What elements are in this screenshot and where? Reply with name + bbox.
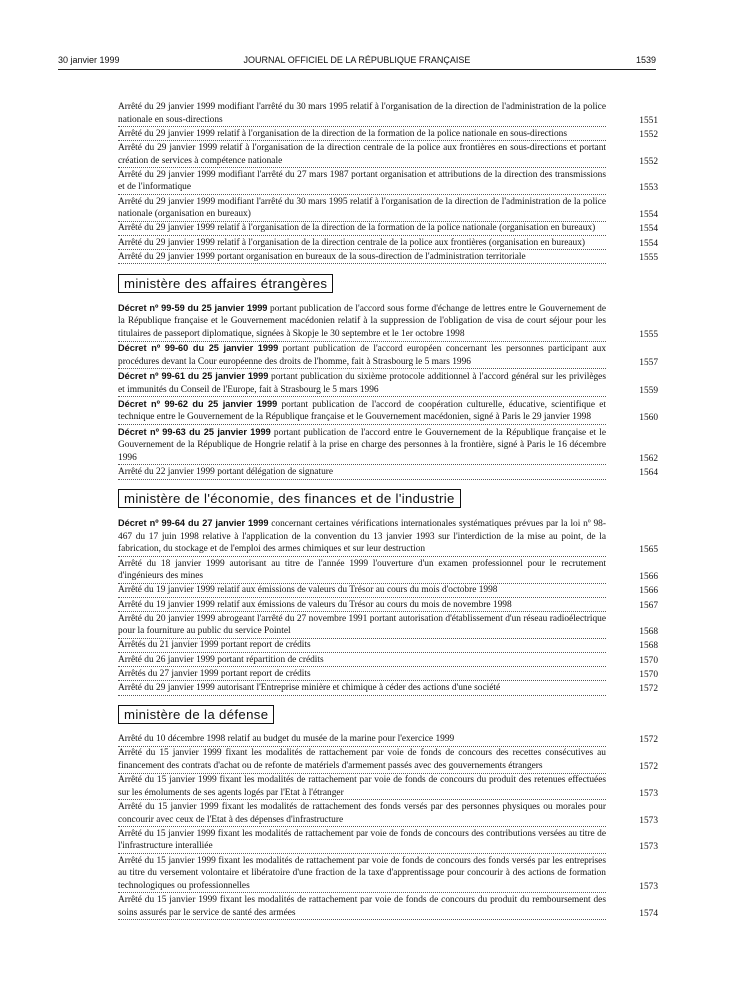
entry-title: portant publication de l'accord sous forme d'échange de lettres entre le Gouvernement de la République française et le Gouvernement macédonien relatif à la suppression de l'obligation de visa de court séjour pour les titulaires de passeport diplomatique, signées à Skopje le 30 septembre et le 1er octobre 1998 [118,303,607,340]
entry-title: Arrêté du 10 décembre 1998 relatif au budget du musée de la marine pour l'exercice 1999 [118,734,455,745]
toc-entry[interactable] [118,599,658,613]
toc-entry-text [118,517,658,557]
dot-leader [118,919,606,920]
entry-title: portant publication de l'accord entre le Gouvernement de la République française et le Gouvernement de la République de Hongrie relatif à la prise en charge des personnes à la frontière, signé à Paris le 16 décembre 1996 [118,427,607,463]
toc-entry[interactable] [118,222,658,236]
entry-page-number: 1570 [639,655,658,666]
entry-title: Arrêtés du 21 janvier 1999 portant report de crédits [118,640,311,651]
toc-entry[interactable] [118,251,658,265]
toc-entry[interactable] [118,558,658,584]
toc-entry[interactable] [118,855,658,894]
toc-entry-text [118,169,658,195]
entry-page-number: 1568 [639,641,658,652]
entry-title: Arrêté du 22 janvier 1999 portant délégation de signature [118,466,334,477]
entry-page-number: 1552 [639,129,658,140]
toc-entry-text [118,855,658,894]
toc-entry-text [118,251,658,265]
page-header [58,55,656,69]
toc-entry[interactable] [118,426,658,466]
header-rule [58,69,656,70]
entry-page-number: 1551 [639,115,658,126]
toc-entry[interactable] [118,584,658,598]
entry-page-number: 1554 [639,210,658,221]
entry-page-number: 1573 [639,788,658,799]
toc-entry[interactable] [118,169,658,195]
toc-entry-text [118,828,658,854]
toc-entry[interactable] [118,342,658,369]
entry-title: Arrêté du 29 janvier 1999 autorisant l'Entreprise minière et chimique à céder des actions d'une société [118,683,501,694]
entry-page-number: 1566 [639,572,658,583]
entry-page-number: 1554 [639,224,658,235]
toc-entry-text [118,639,658,653]
entry-title: Arrêtés du 27 janvier 1999 portant report de crédits [118,668,311,679]
entry-title: Arrêté du 15 janvier 1999 fixant les modalités de rattachement par voie de fonds de concours des fonds versés par les entreprises au titre du versement volontaire et libératoire d'une fraction de la taxe d'apprentissage pour concourir à des actions de formation technologiques ou professionnelles [118,855,606,891]
toc-entry-text [118,613,658,639]
entry-page-number: 1560 [639,413,658,424]
entry-title: portant publication de l'accord de coopération culturelle, éducative, scientifique et technique entre le Gouvernement de la République française et le Gouvernement macédonien, signé à Paris le 29 janvier 1998 [118,399,606,423]
entry-page-number: 1559 [639,385,658,396]
entry-title: portant publication de l'accord européen concernant les personnes participant aux procédures devant la Cour européenne des droits de l'homme, fait à Strasbourg le 5 mars 1996 [118,344,607,367]
toc-entry[interactable] [118,101,658,127]
entry-title: Arrêté du 29 janvier 1999 modifiant l'arrêté du 27 mars 1987 portant organisation et attributions de la direction des transmissions et de l'informatique [118,169,606,193]
entry-page-number: 1564 [639,467,658,478]
entry-page-number: 1555 [639,330,658,341]
decree-reference: Décret nº 99-64 du 27 janvier 1999 [118,518,269,529]
toc-entry-text [118,466,658,480]
entry-title: Arrêté du 29 janvier 1999 relatif à l'organisation de la direction centrale de la police aux frontières (organisation en bureaux) [118,237,586,248]
toc-entry-text [118,302,658,342]
toc-entry[interactable] [118,828,658,854]
entry-title: Arrêté du 20 janvier 1999 abrogeant l'arrêté du 27 novembre 1991 portant autorisation d'établissement d'un réseau radioélectrique pour la fourniture au public du service Pointel [118,613,606,637]
toc-entry-text [118,733,658,747]
entry-title: Arrêté du 26 janvier 1999 portant répartition de crédits [118,654,324,665]
entry-page-number: 1565 [639,545,658,556]
toc-entry-text [118,128,658,142]
toc-entry[interactable] [118,654,658,668]
toc-entry-text [118,774,658,800]
entry-title: Arrêté du 19 janvier 1999 relatif aux émissions de valeurs du Trésor au cours du mois d'octobre 1998 [118,585,498,596]
toc-entry[interactable] [118,801,658,827]
entry-page-number: 1574 [639,908,658,919]
dot-leader [118,263,606,264]
entry-page-number: 1567 [639,600,658,611]
toc-entry[interactable] [118,747,658,773]
entry-title: Arrêté du 15 janvier 1999 fixant les modalités de rattachement par voie de fonds de concours des contributions versées au titre de l'infrastructure interalliée [118,828,606,852]
entry-title: concernant certaines vérifications internationales systématiques prévues par la loi nº 98-467 du 17 juin 1998 relative à l'application de la convention du 13 janvier 1993 sur l'interdiction de la mise au point, de la fabrication, du stockage et de l'emploi des armes chimiques et sur leur destruction [118,519,606,555]
toc-entry[interactable] [118,142,658,168]
toc-entry[interactable] [118,237,658,251]
entry-page-number: 1573 [639,881,658,892]
entry-page-number: 1552 [639,156,658,167]
decree-reference: Décret nº 99-61 du 25 janvier 1999 [118,371,269,382]
entry-title: Arrêté du 29 janvier 1999 modifiant l'arrêté du 30 mars 1995 relatif à l'organisation de la direction de l'administration de la police nationale (organisation en bureaux) [118,196,606,220]
toc-entry[interactable] [118,302,658,342]
toc-entry[interactable] [118,668,658,682]
entry-title: Arrêté du 19 janvier 1999 relatif aux émissions de valeurs du Trésor au cours du mois de novembre 1998 [118,599,512,610]
entry-title: Arrêté du 29 janvier 1999 relatif à l'organisation de la direction de la formation de la police nationale en sous-directions [118,128,568,139]
toc-entry-text [118,237,658,251]
entry-title: Arrêté du 15 janvier 1999 fixant les modalités de rattachement par voie de fonds de concours des recettes consécutives au financement des contrats d'achat ou de refonte de matériels d'armement passés avec des gouvernements étrangers [118,748,606,771]
header-page-number: 1539 [635,55,656,65]
entry-title: Arrêté du 18 janvier 1999 autorisant au titre de l'année 1999 l'ouverture d'un examen professionnel pour le recrutement d'ingénieurs des mines [118,558,606,582]
toc-entry[interactable] [118,894,658,920]
section-heading: ministère des affaires étrangères [118,274,333,293]
table-of-contents [118,101,658,921]
header-journal-title: JOURNAL OFFICIEL DE LA RÉPUBLIQUE FRANÇAISE [243,55,471,65]
toc-entry[interactable] [118,466,658,480]
entry-title: Arrêté du 29 janvier 1999 relatif à l'organisation de la direction centrale de la police aux frontières en sous-directions et portant création de services à compétence nationale [118,142,606,166]
toc-entry[interactable] [118,774,658,800]
decree-reference: Décret nº 99-60 du 25 janvier 1999 [118,343,279,354]
toc-entry[interactable] [118,128,658,142]
toc-entry-text [118,342,658,369]
toc-entry-text [118,558,658,584]
entry-title: Arrêté du 29 janvier 1999 portant organisation en bureaux de la sous-direction de l'administration territoriale [118,251,526,262]
decree-reference: Décret nº 99-59 du 25 janvier 1999 [118,302,268,313]
toc-entry[interactable] [118,370,658,397]
entry-page-number: 1562 [639,453,658,464]
entry-page-number: 1553 [639,183,658,194]
toc-entry-text [118,142,658,168]
entry-title: Arrêté du 15 janvier 1999 fixant les modalités de rattachement des fonds versés par des personnes physiques ou morales pour concourir avec ceux de l'Etat à des dépenses d'infrastructure [118,801,606,825]
toc-entry-text [118,747,658,773]
entry-page-number: 1555 [639,252,658,263]
entry-page-number: 1573 [639,842,658,853]
entry-title: Arrêté du 15 janvier 1999 fixant les modalités de rattachement par voie de fonds de concours du produit des retenues effectuées sur les émoluments de ses agents logés par l'Etat à l'étranger [118,775,606,798]
entry-page-number: 1572 [639,735,658,746]
entry-title: Arrêté du 29 janvier 1999 modifiant l'arrêté du 30 mars 1995 relatif à l'organisation de la direction de l'administration de la police nationale en sous-directions [118,102,606,125]
entry-page-number: 1572 [639,684,658,695]
toc-entry-text [118,196,658,222]
entry-title: portant publication du sixième protocole additionnel à l'accord général sur les privilèges et immunités du Conseil de l'Europe, fait à Strasbourg le 5 mars 1996 [118,372,606,395]
entry-page-number: 1554 [639,238,658,249]
section-heading: ministère de l'économie, des finances et de l'industrie [118,489,461,508]
toc-entry-text [118,222,658,236]
toc-entry[interactable] [118,682,658,696]
toc-entry[interactable] [118,613,658,639]
entry-title: Arrêté du 15 janvier 1999 fixant les modalités de rattachement par voie de fonds de concours du produit du remboursement des soins assurés par le service de santé des armées [118,894,606,918]
toc-entry-text [118,101,658,127]
entry-page-number: 1557 [639,357,658,368]
toc-entry-text [118,599,658,613]
dot-leader [118,695,606,696]
toc-entry[interactable] [118,733,658,747]
toc-entry-text [118,426,658,466]
toc-entry[interactable] [118,398,658,425]
decree-reference: Décret nº 99-63 du 25 janvier 1999 [118,426,271,437]
toc-entry[interactable] [118,196,658,222]
header-date: 30 janvier 1999 [58,55,120,65]
entry-page-number: 1570 [639,669,658,680]
decree-reference: Décret nº 99-62 du 25 janvier 1999 [118,398,278,409]
toc-entry-text [118,682,658,696]
toc-entry-text [118,398,658,425]
toc-entry-text [118,654,658,668]
toc-entry-text [118,668,658,682]
entry-page-number: 1566 [639,586,658,597]
entry-page-number: 1573 [639,815,658,826]
toc-entry-text [118,801,658,827]
entry-page-number: 1568 [639,627,658,638]
section-heading: ministère de la défense [118,705,274,724]
toc-entry[interactable] [118,639,658,653]
toc-entry-text [118,370,658,397]
toc-entry-text [118,584,658,598]
entry-title: Arrêté du 29 janvier 1999 relatif à l'organisation de la direction de la formation de la police nationale (organisation en bureaux) [118,223,596,234]
toc-entry-text [118,894,658,920]
entry-page-number: 1572 [639,762,658,772]
toc-entry[interactable] [118,517,658,557]
dot-leader [118,479,606,480]
